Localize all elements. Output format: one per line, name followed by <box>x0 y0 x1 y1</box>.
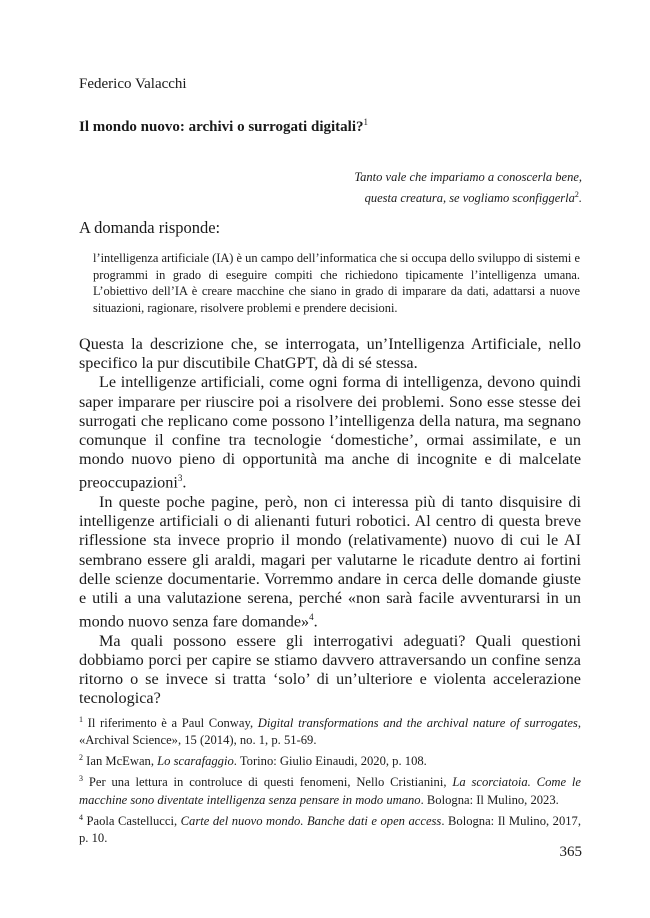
footnote-text: Per una lettura in controluce di questi fenomeni, Nello Cristianini, <box>88 775 453 790</box>
footnote-1 <box>79 711 581 749</box>
footnote-title: Digital transformations and the archival nature of surrogates <box>257 716 578 731</box>
footnote-title: Carte del nuovo mondo. Banche dati e open access <box>180 813 442 828</box>
block-quote-text: l’intelligenza artificiale (IA) è un campo dell’informatica che si occupa dello sviluppo di sistemi e programmi in grado di eseguire compiti che richiedono tipicamente l’intelligenza umana. L’obiettivo dell’IA è creare macchine che siano in grado di imparare da dati, adattarsi a nuove situazioni, ragionare, risolvere problemi e prendere decisioni. <box>93 251 580 315</box>
footnote-text-end: . Torino: Giulio Einaudi, 2020, p. 108. <box>233 754 427 769</box>
footnote-number: 2 <box>79 753 83 763</box>
block-quote <box>93 250 580 316</box>
footnote-4 <box>79 809 581 847</box>
title-text: Il mondo nuovo: archivi o surrogati digitali? <box>79 119 364 135</box>
epigraph <box>282 168 582 207</box>
intro-line: A domanda risponde: <box>79 218 221 237</box>
paragraph-2 <box>79 373 581 493</box>
footnote-3 <box>79 770 581 808</box>
footnote-number: 3 <box>79 774 83 784</box>
epigraph-end: . <box>578 191 582 206</box>
footnote-text-end: , «Archival Science», 15 (2014), no. 1, p. 51-69. <box>79 716 581 748</box>
epigraph-footnote-ref[interactable]: 2 <box>574 190 579 199</box>
epigraph-line-2 <box>282 186 582 207</box>
footnote-text-end: . Bologna: Il Mulino, 2017, p. 10. <box>79 813 581 845</box>
paragraph-4: Ma quali possono essere gli interrogativi adeguati? Quali questioni dobbiamo porci per capire se stiamo davvero attraversando un confine senza ritorno o se invece si tratta ‘solo’ di un’ulteriore e violenta accelerazione tecnologica? <box>79 631 581 708</box>
footnote-text: Il riferimento è a Paul Conway, <box>87 716 258 731</box>
paragraph-1: Questa la descrizione che, se interrogata, un’Intelligenza Artificiale, nello specifico la pur discutibile ChatGPT, dà di sé stessa. <box>79 335 581 373</box>
footnote-text-end: . Bologna: Il Mulino, 2023. <box>420 792 559 807</box>
footnote-text: Paola Castellucci, <box>86 813 181 828</box>
footnotes <box>79 711 581 847</box>
footnote-text: Ian McEwan, <box>86 754 158 769</box>
paragraph-2-end: . <box>182 473 187 492</box>
body-text <box>79 335 581 709</box>
article-title <box>79 117 368 136</box>
footnote-title: Lo scarafaggio <box>157 754 234 769</box>
epigraph-line-1: Tanto vale che impariamo a conoscerla bene, <box>354 170 582 184</box>
epigraph-line-2-text: questa creatura, se vogliamo sconfiggerla <box>364 191 575 206</box>
title-footnote-ref[interactable]: 1 <box>363 117 368 127</box>
footnote-number: 4 <box>79 812 83 822</box>
footnote-2 <box>79 749 581 770</box>
footnote-ref-4[interactable]: 4 <box>309 612 314 623</box>
paragraph-3-text: In queste poche pagine, però, non ci interessa più di tanto disquisire di intelligenze artificiali o di alienanti futuri robotici. Al centro di questa breve riflessione sta invece proprio il mondo (relativamente) nuovo di cui le AI sembrano essere gli araldi, magari per valutarne le ricadute dentro ai fortini delle scienze documentarie. Vorremmo andare in cerca delle domande giuste e utili a una valutazione serena, perché «non sarà facile avventurarsi in un mondo nuovo senza fare domande» <box>79 493 581 631</box>
author-name: Federico Valacchi <box>79 76 187 92</box>
footnote-ref-3[interactable]: 3 <box>177 473 183 484</box>
paragraph-3-end: . <box>313 612 318 631</box>
footnote-number: 1 <box>79 715 83 724</box>
paragraph-3 <box>79 493 581 632</box>
paragraph-2-text: Le intelligenze artificiali, come ogni forma di intelligenza, devono quindi saper imparare per riuscire poi a risolvere dei problemi. Sono esse stesse dei surrogati che replicano come possono l’intelligenza della natura, ma segnano comunque il confine tra tecnologie ‘domestiche’, ormai assimilate, e un mondo nuovo pieno di opportunità ma anche di incognite e di malcelate preoccupazioni <box>79 373 581 492</box>
page-number: 365 <box>559 844 582 860</box>
footnote-title: La scorciatoia. Come le macchine sono diventate intelligenza senza pensare in modo umano <box>79 775 581 807</box>
